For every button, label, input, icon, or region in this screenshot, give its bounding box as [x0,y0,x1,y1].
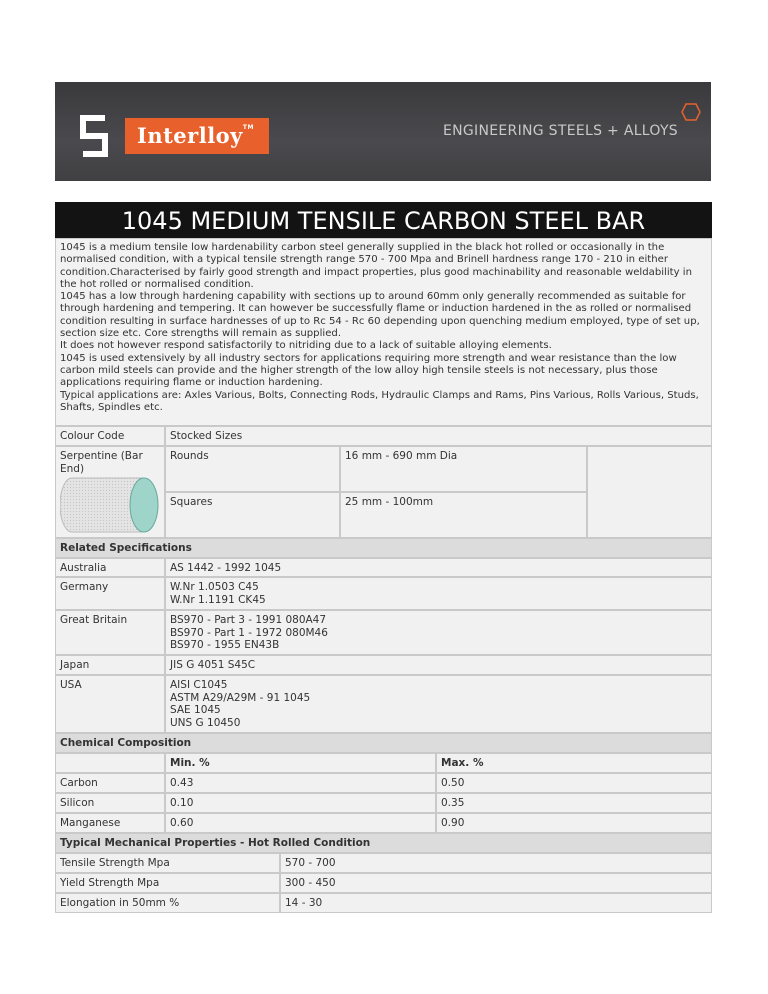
description-paragraph: 1045 is a medium tensile low hardenability carbon steel generally supplied in the black hot rolled or occasionally in the normalised condition, with a typical tensile strength range 570 - 700 Mpa and Brinell hardness range 170 - 210 in either condition.Characterised by fairly good strength and impact properties, plus good machinability and reasonable weldability in the hot rolled or normalised condition. [60,242,692,290]
size-cell: 25 mm - 100mm [340,492,587,538]
property-value: 14 - 30 [280,893,712,913]
colour-code-value: Serpentine (Bar End) [60,450,143,475]
description [55,238,712,426]
property-value: 300 - 450 [280,873,712,893]
spec-country: Germany [55,577,165,610]
spec-value: W.Nr 1.0503 C45 W.Nr 1.1191 CK45 [165,577,712,610]
spec-country: Australia [55,558,165,577]
property-name: Yield Strength Mpa [55,873,280,893]
element-max: 0.90 [436,813,712,833]
chemical-heading: Chemical Composition [55,733,712,753]
shape-cell: Squares [165,492,340,538]
empty-cell [587,446,712,538]
spec-country: Japan [55,655,165,675]
colour-code-header: Colour Code [55,426,165,446]
property-name: Tensile Strength Mpa [55,853,280,873]
mechanical-heading: Typical Mechanical Properties - Hot Rolled Condition [55,833,712,853]
bar-end-colour-icon [60,474,160,534]
element-max: 0.50 [436,773,712,793]
page-title: 1045 MEDIUM TENSILE CARBON STEEL BAR [55,202,712,238]
property-value: 570 - 700 [280,853,712,873]
size-cell: 16 mm - 690 mm Dia [340,446,587,492]
element-max: 0.35 [436,793,712,813]
min-header: Min. % [165,753,436,773]
element-name: Silicon [55,793,165,813]
element-min: 0.43 [165,773,436,793]
spec-value: BS970 - Part 3 - 1991 080A47 BS970 - Part 1 - 1972 080M46 BS970 - 1955 EN43B [165,610,712,655]
property-name: Elongation in 50mm % [55,893,280,913]
description-paragraph: It does not however respond satisfactorily to nitriding due to a lack of suitable alloying elements. [60,340,552,352]
max-header: Max. % [436,753,712,773]
spec-value: AS 1442 - 1992 1045 [165,558,712,577]
description-paragraph: 1045 has a low through hardening capability with sections up to around 60mm only generally recommended as suitable for through hardening and tempering. It can however be successfully flame or induction hardened in the as rolled or normalised condition resulting in surface hardnesses of up to Rc 54 - Rc 60 depending upon quenching medium employed, type of set up, section size etc. Core strengths will remain as supplied. [60,291,700,340]
description-paragraph: 1045 is used extensively by all industry sectors for applications requiring more strength and wear resistance than the low carbon mild steels can provide and the higher strength of the low alloy high tensile steels is not necessary, plus those applications requiring flame or induction hardening. [60,352,677,389]
stocked-sizes-header: Stocked Sizes [165,426,712,446]
element-min: 0.10 [165,793,436,813]
spec-country: USA [55,675,165,733]
spec-value: JIS G 4051 S45C [165,655,712,675]
brand-logo: Interlloy™ [125,118,269,154]
element-name: Manganese [55,813,165,833]
spec-value: AISI C1045 ASTM A29/A29M - 91 1045 SAE 1045 UNS G 10450 [165,675,712,733]
chem-header-empty [55,753,165,773]
description-paragraph: Typical applications are: Axles Various, Bolts, Connecting Rods, Hydraulic Clamps and Rams, Pins Various, Rolls Various, Studs, Shafts, Spindles etc. [60,389,699,413]
interlloy-logo-icon [77,114,127,158]
hexagon-icon [681,102,701,122]
element-min: 0.60 [165,813,436,833]
element-name: Carbon [55,773,165,793]
shape-cell: Rounds [165,446,340,492]
header-banner [55,82,711,181]
tagline: ENGINEERING STEELS + ALLOYS [442,123,678,139]
spec-country: Great Britain [55,610,165,655]
related-specs-heading: Related Specifications [55,538,712,558]
